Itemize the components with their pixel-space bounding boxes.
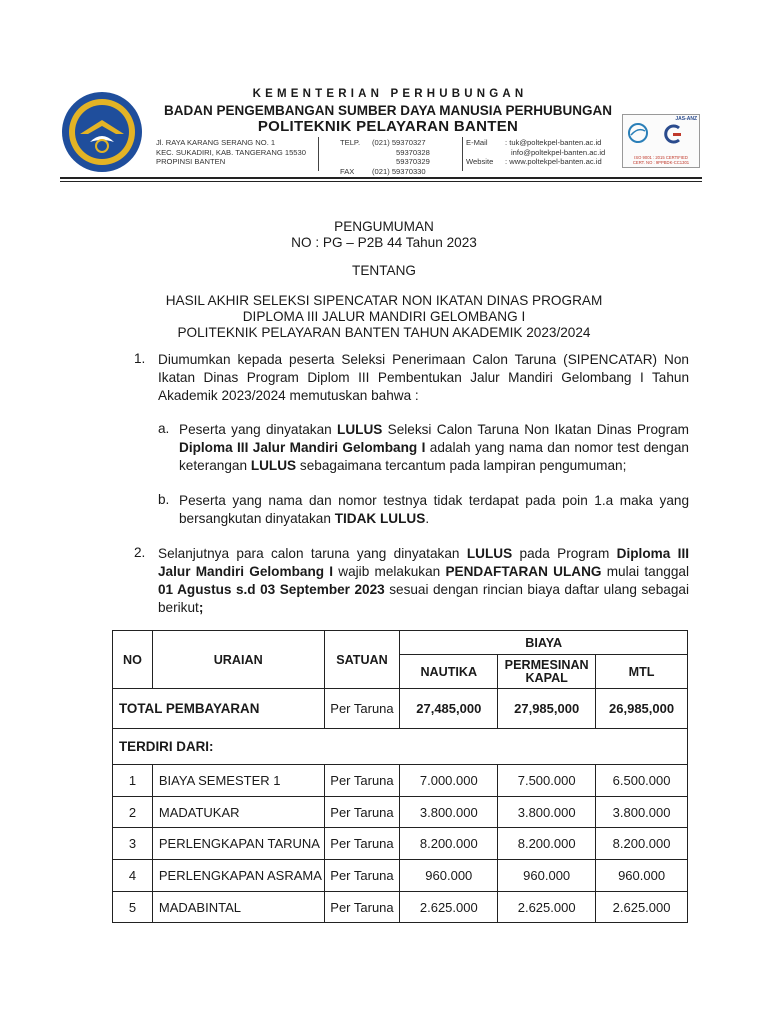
col-header-biaya: BIAYA <box>400 631 688 655</box>
cell-no: 2 <box>113 797 153 828</box>
col-header-uraian: URAIAN <box>152 631 324 689</box>
total-label: TOTAL PEMBAYARAN <box>113 689 325 729</box>
fax-value: (021) 59370330 <box>372 166 426 176</box>
phone-label-block <box>340 138 370 176</box>
telp-value: (021) 59370327 <box>372 138 426 147</box>
phone-value-block <box>372 138 462 176</box>
item-label: a. <box>158 421 170 436</box>
ministry-name: KEMENTERIAN PERHUBUNGAN <box>252 88 528 100</box>
cell-permesinan: 3.800.000 <box>498 797 596 828</box>
cell-nautika: 8.200.000 <box>400 828 498 860</box>
total-row <box>113 689 688 729</box>
divider <box>462 137 463 171</box>
text-run: pada Program <box>512 546 617 561</box>
cell-nautika: 2.625.000 <box>400 892 498 923</box>
section-number: 1. <box>134 351 146 366</box>
doc-heading: DIPLOMA III JALUR MANDIRI GELOMBANG I <box>242 309 526 324</box>
cell-nautika: 7.000.000 <box>400 765 498 797</box>
doc-tentang: TENTANG <box>352 263 416 278</box>
total-satuan: Per Taruna <box>324 689 400 729</box>
text-run-bold: TIDAK LULUS <box>334 511 426 526</box>
address-line: PROPINSI BANTEN <box>156 157 226 167</box>
cell-satuan: Per Taruna <box>324 892 400 923</box>
section-2-text <box>158 545 689 617</box>
item-label: b. <box>158 492 170 507</box>
cell-uraian: MADABINTAL <box>152 892 324 923</box>
cell-satuan: Per Taruna <box>324 765 400 797</box>
cell-no: 1 <box>113 765 153 797</box>
cert-text-line: ISO 9001 : 2015 CERTIFIED <box>634 155 688 160</box>
fee-table <box>112 630 688 923</box>
header-rule <box>60 177 702 179</box>
email-value[interactable]: info@poltekpel-banten.ac.id <box>511 147 606 157</box>
fax-label: FAX <box>340 166 355 176</box>
email-label-block <box>466 138 502 167</box>
table-row <box>113 828 688 860</box>
cell-permesinan: 8.200.000 <box>498 828 596 860</box>
globe-icon <box>627 122 649 144</box>
telp-value: 59370329 <box>396 157 430 167</box>
cell-no: 5 <box>113 892 153 923</box>
address-block <box>156 138 316 167</box>
cell-permesinan: 7.500.000 <box>498 765 596 797</box>
item-a-text <box>179 421 689 475</box>
cell-mtl: 6.500.000 <box>596 765 688 797</box>
address-line: Jl. RAYA KARANG SERANG NO. 1 <box>156 138 276 147</box>
certification-mark-icon <box>663 124 685 144</box>
item-b-text <box>179 492 689 528</box>
cell-satuan: Per Taruna <box>324 797 400 828</box>
text-run-bold: LULUS <box>466 546 513 561</box>
doc-number: NO : PG – P2B 44 Tahun 2023 <box>291 235 477 250</box>
cell-mtl: 3.800.000 <box>596 797 688 828</box>
cell-uraian: MADATUKAR <box>152 797 324 828</box>
doc-heading: POLITEKNIK PELAYARAN BANTEN TAHUN AKADEMIK 2023/2024 <box>177 325 591 340</box>
col-header-no: NO <box>113 631 153 689</box>
table-row <box>113 860 688 892</box>
school-name: POLITEKNIK PELAYARAN BANTEN <box>257 118 519 135</box>
terdiri-label: TERDIRI DARI: <box>113 729 688 765</box>
website-value[interactable]: : www.poltekpel-banten.ac.id <box>505 157 602 167</box>
text-run: sebagaimana tercantum pada lampiran pengumuman; <box>296 458 627 473</box>
text-run: Selanjutnya para calon taruna yang dinyatakan <box>158 546 467 561</box>
total-permesinan: 27,985,000 <box>498 689 596 729</box>
text-run-bold: ; <box>198 600 204 615</box>
cell-uraian: PERLENGKAPAN ASRAMA <box>152 860 324 892</box>
cell-mtl: 2.625.000 <box>596 892 688 923</box>
text-run-bold: Diploma III Jalur Mandiri Gelombang I <box>179 440 426 455</box>
cell-nautika: 960.000 <box>400 860 498 892</box>
agency-name: BADAN PENGEMBANGAN SUMBER DAYA MANUSIA PERHUBUNGAN <box>163 103 613 118</box>
ministry-emblem-logo <box>60 90 144 174</box>
terdiri-row <box>113 729 688 765</box>
cell-no: 3 <box>113 828 153 860</box>
text-run-bold: PENDAFTARAN ULANG <box>445 564 602 579</box>
text-run: adalah yang nama dan nomor test dengan keterangan <box>179 440 689 473</box>
table-header-row <box>113 631 688 655</box>
email-value-block <box>505 138 625 167</box>
cell-permesinan: 960.000 <box>498 860 596 892</box>
col-header-nautika: NAUTIKA <box>400 655 498 689</box>
divider <box>318 137 319 171</box>
text-run: sesuai dengan rincian biaya daftar ulang sebagai berikut <box>158 582 689 615</box>
section-1-text: Diumumkan kepada peserta Seleksi Penerimaan Calon Taruna (SIPENCATAR) Non Ikatan Dinas Program Diplom III Pembentukan Jalur Mandiri Gelombang I Tahun Akademik 2023/2024 memutuskan bahwa : <box>158 352 689 403</box>
table-row <box>113 765 688 797</box>
text-run: . <box>425 511 430 526</box>
text-run-bold: 01 Agustus s.d 03 September 2023 <box>158 582 385 597</box>
cell-mtl: 8.200.000 <box>596 828 688 860</box>
cell-satuan: Per Taruna <box>324 828 400 860</box>
header-rule <box>60 181 702 182</box>
cert-text-line: CERT. NO : 9PPBDK-CC1301 <box>632 160 690 165</box>
cert-text <box>625 155 697 165</box>
col-header-satuan: SATUAN <box>324 631 400 689</box>
text-run-bold: LULUS <box>337 422 383 437</box>
email-label: E-Mail <box>466 138 488 147</box>
col-header-permesinan: PERMESINAN KAPAL <box>498 655 596 689</box>
text-run: Peserta yang nama dan nomor testnya tidak terdapat pada poin 1.a maka yang bersangkutan dinyatakan <box>179 493 689 526</box>
total-nautika: 27,485,000 <box>400 689 498 729</box>
doc-heading: HASIL AKHIR SELEKSI SIPENCATAR NON IKATAN DINAS PROGRAM <box>165 293 603 308</box>
doc-title: PENGUMUMAN <box>334 219 434 234</box>
text-run: wajib melakukan <box>333 564 446 579</box>
cell-nautika: 3.800.000 <box>400 797 498 828</box>
cell-satuan: Per Taruna <box>324 860 400 892</box>
cell-permesinan: 2.625.000 <box>498 892 596 923</box>
table-row <box>113 892 688 923</box>
telp-value: 59370328 <box>396 147 430 157</box>
text-run: mulai tanggal <box>601 564 690 579</box>
text-run: Peserta yang dinyatakan <box>179 422 338 437</box>
table-row <box>113 797 688 828</box>
col-header-mtl: MTL <box>596 655 688 689</box>
cell-mtl: 960.000 <box>596 860 688 892</box>
cert-badge-label: JAS-ANZ <box>675 116 697 122</box>
total-mtl: 26,985,000 <box>596 689 688 729</box>
website-label: Website <box>466 157 494 167</box>
address-line: KEC. SUKADIRI, KAB. TANGERANG 15530 <box>156 147 306 157</box>
cell-uraian: BIAYA SEMESTER 1 <box>152 765 324 797</box>
text-run-bold: Diploma III Jalur Mandiri Gelombang I <box>158 546 689 579</box>
iso-certification-badge <box>622 114 700 168</box>
text-run-bold: LULUS <box>250 458 297 473</box>
email-value[interactable]: : tuk@poltekpel-banten.ac.id <box>505 138 602 147</box>
cell-uraian: PERLENGKAPAN TARUNA <box>152 828 324 860</box>
cell-no: 4 <box>113 860 153 892</box>
text-run: Seleksi Calon Taruna Non Ikatan Dinas Program <box>382 422 689 437</box>
section-number: 2. <box>134 545 146 560</box>
telp-label: TELP. <box>340 138 361 147</box>
